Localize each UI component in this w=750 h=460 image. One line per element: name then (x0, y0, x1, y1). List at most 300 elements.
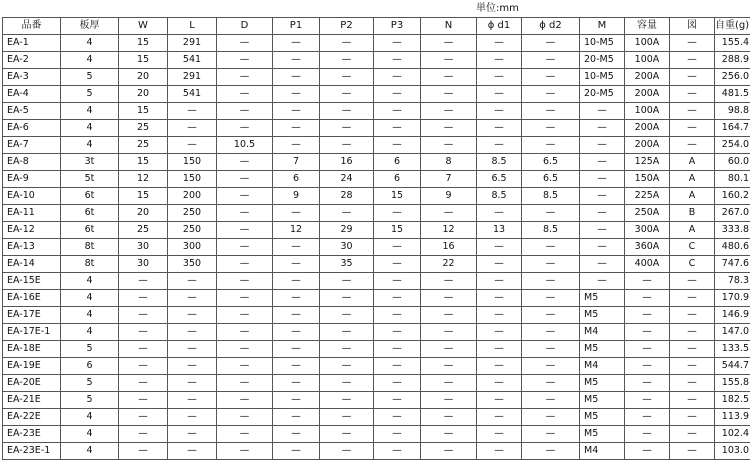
cell-capacity: — (625, 341, 670, 358)
cell-p1: — (273, 358, 320, 375)
cell-capacity: 200A (625, 69, 670, 86)
cell-d: — (217, 341, 273, 358)
cell-weight: 544.7 (715, 358, 750, 375)
cell-length: — (168, 120, 217, 137)
cell-d1: — (477, 103, 522, 120)
cell-d1: — (477, 86, 522, 103)
cell-p1: 7 (273, 154, 320, 171)
cell-m: — (580, 137, 625, 154)
cell-length: — (168, 409, 217, 426)
cell-m: 20-M5 (580, 52, 625, 69)
cell-m: — (580, 120, 625, 137)
table-row (3, 358, 750, 375)
cell-figure: — (670, 273, 715, 290)
cell-d2: — (522, 324, 580, 341)
cell-m: M5 (580, 409, 625, 426)
cell-n: — (421, 273, 477, 290)
cell-m: — (580, 222, 625, 239)
cell-p3: — (374, 392, 421, 409)
cell-figure: C (670, 256, 715, 273)
cell-width: 25 (119, 137, 168, 154)
cell-part-number: EA-1 (3, 35, 61, 52)
column-header-p1: P1 (273, 18, 320, 35)
cell-weight: 288.9 (715, 52, 750, 69)
cell-length: — (168, 137, 217, 154)
cell-width: — (119, 375, 168, 392)
cell-length: — (168, 375, 217, 392)
cell-d: — (217, 273, 273, 290)
cell-width: 15 (119, 52, 168, 69)
cell-part-number: EA-10 (3, 188, 61, 205)
cell-thickness: 4 (61, 443, 119, 460)
cell-d: — (217, 222, 273, 239)
cell-p3: — (374, 409, 421, 426)
cell-p2: — (320, 35, 374, 52)
cell-figure: B (670, 205, 715, 222)
cell-figure: — (670, 443, 715, 460)
cell-weight: 60.0 (715, 154, 750, 171)
cell-m: 10-M5 (580, 69, 625, 86)
cell-capacity: — (625, 307, 670, 324)
cell-d: — (217, 426, 273, 443)
cell-n: — (421, 307, 477, 324)
cell-part-number: EA-12 (3, 222, 61, 239)
cell-length: 300 (168, 239, 217, 256)
cell-m: — (580, 103, 625, 120)
cell-m: — (580, 188, 625, 205)
cell-p1: — (273, 137, 320, 154)
cell-part-number: EA-11 (3, 205, 61, 222)
cell-p3: — (374, 69, 421, 86)
cell-p2: — (320, 358, 374, 375)
cell-n: 8 (421, 154, 477, 171)
cell-d1: — (477, 137, 522, 154)
cell-figure: — (670, 358, 715, 375)
cell-weight: 182.5 (715, 392, 750, 409)
cell-figure: — (670, 307, 715, 324)
cell-m: — (580, 154, 625, 171)
cell-capacity: — (625, 443, 670, 460)
cell-figure: A (670, 222, 715, 239)
cell-p2: — (320, 307, 374, 324)
cell-p3: — (374, 426, 421, 443)
cell-n: — (421, 375, 477, 392)
header-row (3, 18, 750, 35)
cell-d1: — (477, 443, 522, 460)
table-row (3, 341, 750, 358)
cell-n: — (421, 358, 477, 375)
cell-p2: 30 (320, 239, 374, 256)
cell-weight: 98.8 (715, 103, 750, 120)
cell-weight: 747.6 (715, 256, 750, 273)
cell-weight: 103.0 (715, 443, 750, 460)
cell-n: — (421, 137, 477, 154)
cell-width: 30 (119, 256, 168, 273)
cell-d2: 6.5 (522, 171, 580, 188)
cell-part-number: EA-3 (3, 69, 61, 86)
cell-m: M4 (580, 443, 625, 460)
cell-p1: — (273, 290, 320, 307)
cell-d1: — (477, 375, 522, 392)
cell-thickness: 4 (61, 290, 119, 307)
cell-capacity: — (625, 358, 670, 375)
cell-d2: — (522, 358, 580, 375)
table-row (3, 426, 750, 443)
cell-capacity: 100A (625, 103, 670, 120)
cell-thickness: 5 (61, 341, 119, 358)
cell-d: — (217, 375, 273, 392)
cell-part-number: EA-15E (3, 273, 61, 290)
cell-p2: — (320, 120, 374, 137)
cell-d2: — (522, 273, 580, 290)
cell-n: — (421, 443, 477, 460)
table-row (3, 137, 750, 154)
cell-figure: — (670, 137, 715, 154)
cell-m: M5 (580, 290, 625, 307)
cell-part-number: EA-4 (3, 86, 61, 103)
cell-p2: — (320, 69, 374, 86)
cell-part-number: EA-17E (3, 307, 61, 324)
cell-d: — (217, 103, 273, 120)
cell-weight: 170.9 (715, 290, 750, 307)
cell-n: 7 (421, 171, 477, 188)
table-row (3, 375, 750, 392)
table-row (3, 273, 750, 290)
cell-p2: 16 (320, 154, 374, 171)
cell-n: — (421, 120, 477, 137)
cell-part-number: EA-8 (3, 154, 61, 171)
cell-figure: — (670, 103, 715, 120)
cell-weight: 102.4 (715, 426, 750, 443)
cell-figure: A (670, 171, 715, 188)
cell-d2: — (522, 69, 580, 86)
cell-weight: 133.5 (715, 341, 750, 358)
cell-weight: 160.2 (715, 188, 750, 205)
cell-d: — (217, 188, 273, 205)
cell-p2: — (320, 103, 374, 120)
cell-figure: — (670, 120, 715, 137)
cell-thickness: 5t (61, 171, 119, 188)
cell-weight: 78.3 (715, 273, 750, 290)
cell-n: — (421, 86, 477, 103)
cell-p1: — (273, 205, 320, 222)
cell-capacity: — (625, 324, 670, 341)
cell-part-number: EA-6 (3, 120, 61, 137)
cell-thickness: 5 (61, 86, 119, 103)
cell-width: 15 (119, 188, 168, 205)
column-header-p3: P3 (374, 18, 421, 35)
column-header-width: W (119, 18, 168, 35)
cell-p3: 15 (374, 188, 421, 205)
cell-d: — (217, 256, 273, 273)
cell-d1: — (477, 358, 522, 375)
cell-p3: — (374, 341, 421, 358)
cell-p1: — (273, 239, 320, 256)
cell-p1: — (273, 120, 320, 137)
cell-capacity: 400A (625, 256, 670, 273)
cell-d1: — (477, 69, 522, 86)
table-row (3, 443, 750, 460)
cell-capacity: — (625, 273, 670, 290)
cell-d2: — (522, 375, 580, 392)
cell-d: — (217, 324, 273, 341)
cell-m: — (580, 171, 625, 188)
cell-part-number: EA-7 (3, 137, 61, 154)
cell-thickness: 6 (61, 358, 119, 375)
cell-weight: 113.9 (715, 409, 750, 426)
cell-length: — (168, 341, 217, 358)
cell-width: 15 (119, 103, 168, 120)
table-header (3, 18, 750, 35)
cell-d2: — (522, 290, 580, 307)
cell-m: — (580, 273, 625, 290)
cell-d: — (217, 392, 273, 409)
cell-n: — (421, 35, 477, 52)
cell-d1: — (477, 392, 522, 409)
cell-capacity: — (625, 392, 670, 409)
cell-d2: — (522, 426, 580, 443)
cell-p3: — (374, 273, 421, 290)
cell-p2: — (320, 341, 374, 358)
cell-p3: — (374, 86, 421, 103)
cell-d1: — (477, 239, 522, 256)
cell-d1: — (477, 324, 522, 341)
cell-length: 541 (168, 86, 217, 103)
cell-p2: — (320, 273, 374, 290)
cell-p1: — (273, 341, 320, 358)
cell-part-number: EA-17E-1 (3, 324, 61, 341)
table-row (3, 324, 750, 341)
cell-n: — (421, 426, 477, 443)
cell-p2: — (320, 290, 374, 307)
cell-n: 9 (421, 188, 477, 205)
cell-p2: 28 (320, 188, 374, 205)
cell-d2: — (522, 409, 580, 426)
cell-weight: 256.0 (715, 69, 750, 86)
table-row (3, 52, 750, 69)
cell-m: M5 (580, 375, 625, 392)
column-header-n: N (421, 18, 477, 35)
cell-length: — (168, 103, 217, 120)
cell-figure: — (670, 375, 715, 392)
cell-n: — (421, 69, 477, 86)
cell-p1: 9 (273, 188, 320, 205)
cell-d2: — (522, 239, 580, 256)
cell-part-number: EA-5 (3, 103, 61, 120)
column-header-d1: ϕ d1 (477, 18, 522, 35)
cell-figure: — (670, 35, 715, 52)
cell-d1: — (477, 426, 522, 443)
cell-p1: — (273, 409, 320, 426)
cell-width: — (119, 358, 168, 375)
cell-d1: — (477, 409, 522, 426)
cell-p1: — (273, 392, 320, 409)
column-header-m: M (580, 18, 625, 35)
cell-length: 250 (168, 222, 217, 239)
cell-capacity: 300A (625, 222, 670, 239)
cell-p3: — (374, 120, 421, 137)
cell-length: — (168, 324, 217, 341)
cell-weight: 146.9 (715, 307, 750, 324)
cell-length: — (168, 273, 217, 290)
cell-capacity: 150A (625, 171, 670, 188)
cell-length: 150 (168, 171, 217, 188)
cell-thickness: 5 (61, 392, 119, 409)
cell-d2: — (522, 341, 580, 358)
cell-m: M4 (580, 358, 625, 375)
cell-length: 250 (168, 205, 217, 222)
cell-part-number: EA-22E (3, 409, 61, 426)
cell-d1: — (477, 290, 522, 307)
cell-part-number: EA-19E (3, 358, 61, 375)
cell-width: 25 (119, 222, 168, 239)
cell-weight: 155.4 (715, 35, 750, 52)
cell-figure: — (670, 69, 715, 86)
cell-p3: — (374, 137, 421, 154)
column-header-weight: 自重(g) (715, 18, 750, 35)
cell-p2: — (320, 137, 374, 154)
cell-capacity: 225A (625, 188, 670, 205)
cell-p3: — (374, 205, 421, 222)
cell-capacity: 100A (625, 52, 670, 69)
cell-thickness: 4 (61, 52, 119, 69)
cell-d: — (217, 120, 273, 137)
cell-n: 16 (421, 239, 477, 256)
cell-n: — (421, 409, 477, 426)
cell-p2: — (320, 86, 374, 103)
cell-thickness: 4 (61, 324, 119, 341)
table-row (3, 171, 750, 188)
cell-part-number: EA-18E (3, 341, 61, 358)
cell-d1: — (477, 52, 522, 69)
cell-thickness: 4 (61, 103, 119, 120)
cell-width: — (119, 392, 168, 409)
cell-thickness: 4 (61, 273, 119, 290)
cell-d: — (217, 69, 273, 86)
cell-length: — (168, 426, 217, 443)
cell-p2: 29 (320, 222, 374, 239)
cell-weight: 80.1 (715, 171, 750, 188)
cell-p1: — (273, 52, 320, 69)
cell-p1: — (273, 273, 320, 290)
cell-length: — (168, 358, 217, 375)
cell-length: — (168, 392, 217, 409)
table-row (3, 290, 750, 307)
cell-p1: — (273, 103, 320, 120)
cell-width: 25 (119, 120, 168, 137)
table-row (3, 205, 750, 222)
cell-n: — (421, 324, 477, 341)
cell-m: 20-M5 (580, 86, 625, 103)
cell-thickness: 4 (61, 120, 119, 137)
cell-p3: — (374, 375, 421, 392)
cell-width: — (119, 290, 168, 307)
column-header-length: L (168, 18, 217, 35)
cell-p2: — (320, 205, 374, 222)
cell-d1: — (477, 341, 522, 358)
cell-capacity: 125A (625, 154, 670, 171)
cell-d2: — (522, 86, 580, 103)
cell-m: — (580, 205, 625, 222)
cell-n: 12 (421, 222, 477, 239)
cell-thickness: 4 (61, 426, 119, 443)
cell-width: 20 (119, 86, 168, 103)
cell-p1: — (273, 86, 320, 103)
cell-n: — (421, 103, 477, 120)
cell-thickness: 3t (61, 154, 119, 171)
cell-length: 150 (168, 154, 217, 171)
cell-length: 291 (168, 35, 217, 52)
cell-capacity: 200A (625, 137, 670, 154)
cell-n: — (421, 341, 477, 358)
cell-d2: — (522, 35, 580, 52)
cell-width: 12 (119, 171, 168, 188)
column-header-d2: ϕ d2 (522, 18, 580, 35)
cell-width: 30 (119, 239, 168, 256)
cell-figure: — (670, 392, 715, 409)
table-row (3, 35, 750, 52)
cell-p3: — (374, 52, 421, 69)
cell-p2: — (320, 443, 374, 460)
cell-width: 15 (119, 154, 168, 171)
cell-p1: — (273, 307, 320, 324)
cell-n: — (421, 290, 477, 307)
cell-width: — (119, 324, 168, 341)
cell-d2: 8.5 (522, 188, 580, 205)
table-body (3, 35, 750, 460)
cell-figure: — (670, 426, 715, 443)
cell-m: M5 (580, 426, 625, 443)
cell-figure: A (670, 188, 715, 205)
cell-d: — (217, 358, 273, 375)
cell-p1: — (273, 35, 320, 52)
cell-d1: — (477, 307, 522, 324)
cell-length: 541 (168, 52, 217, 69)
cell-d2: — (522, 120, 580, 137)
cell-d2: — (522, 392, 580, 409)
cell-part-number: EA-21E (3, 392, 61, 409)
cell-d: — (217, 443, 273, 460)
cell-figure: C (670, 239, 715, 256)
cell-m: 10-M5 (580, 35, 625, 52)
cell-capacity: — (625, 375, 670, 392)
cell-width: — (119, 409, 168, 426)
cell-p1: — (273, 375, 320, 392)
cell-figure: — (670, 341, 715, 358)
cell-p2: — (320, 409, 374, 426)
cell-m: M4 (580, 324, 625, 341)
cell-d1: 8.5 (477, 188, 522, 205)
cell-weight: 155.8 (715, 375, 750, 392)
cell-part-number: EA-13 (3, 239, 61, 256)
cell-thickness: 6t (61, 205, 119, 222)
cell-width: — (119, 341, 168, 358)
cell-capacity: — (625, 409, 670, 426)
cell-p1: — (273, 443, 320, 460)
cell-capacity: 200A (625, 120, 670, 137)
cell-part-number: EA-23E-1 (3, 443, 61, 460)
cell-p1: 12 (273, 222, 320, 239)
cell-d1: 6.5 (477, 171, 522, 188)
cell-m: — (580, 239, 625, 256)
cell-p1: 6 (273, 171, 320, 188)
cell-weight: 164.7 (715, 120, 750, 137)
cell-p3: — (374, 324, 421, 341)
cell-width: 20 (119, 69, 168, 86)
cell-d: — (217, 171, 273, 188)
cell-part-number: EA-9 (3, 171, 61, 188)
cell-figure: — (670, 290, 715, 307)
